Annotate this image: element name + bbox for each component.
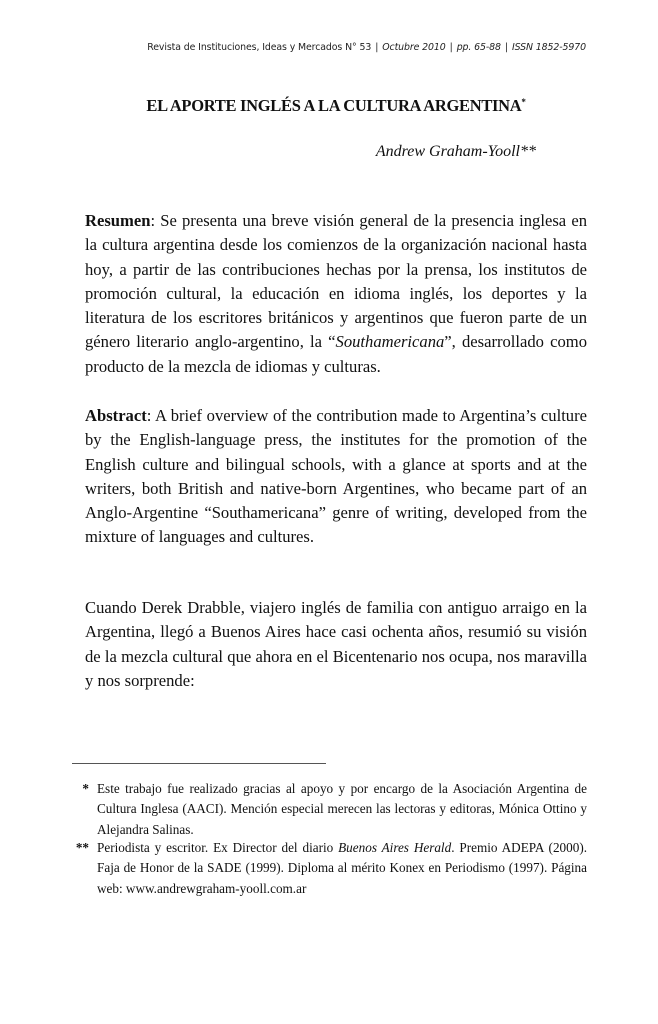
resumen-label: Resumen (85, 211, 151, 230)
page-range: pp. 65-88 (456, 42, 501, 53)
resumen-text-end: ”, desarrollado como producto de la mezcla de idiomas y culturas. (85, 332, 587, 376)
article-title (86, 96, 586, 116)
author-line (86, 143, 536, 161)
journal-name: Revista de Instituciones, Ideas y Mercados N° 53 (147, 42, 372, 53)
newspaper-name: Buenos Aires Herald (338, 840, 452, 855)
resumen-emphasis: Southamericana (335, 332, 445, 352)
resumen-text: : Se presenta una breve visión general de la presencia inglesa en la cultura argentina desde los comienzos de la organización nacional hasta hoy, a partir de las contribuciones hechas por la prensa, los institutos de promoción cultural, la educación en idioma inglés, los deportes y la literatura de los escritores británicos y argentinos que fueron parte de un género literario anglo-argentino, la “ (85, 211, 587, 352)
issue-date: Octubre 2010 (382, 42, 446, 53)
author-footnote-marker: ** (520, 143, 536, 160)
title-footnote-marker: * (521, 97, 526, 107)
issn: ISSN 1852-5970 (511, 42, 586, 53)
separator: | (375, 42, 379, 53)
running-head (86, 42, 586, 53)
footnote-marker: * (82, 781, 89, 796)
footnote-divider (72, 763, 326, 764)
body-paragraph (85, 596, 587, 693)
footnote-text-end: . Premio ADEPA (2000). Faja de Honor de la SADE (1999). Diploma al mérito Konex en Periodismo (1997). Página web: www.andrewgraham-yooll.com.ar (97, 840, 588, 896)
footnote-2 (75, 838, 588, 899)
article-title-text: EL APORTE INGLÉS A LA CULTURA ARGENTINA (146, 96, 522, 115)
footnote-1 (82, 779, 587, 840)
author-name: Andrew Graham-Yooll (375, 143, 520, 160)
body-paragraph-text: Cuando Derek Drabble, viajero inglés de familia con antiguo arraigo en la Argentina, llegó a Buenos Aires hace casi ochenta años, resumió su visión de la mezcla cultural que ahora en el Bicentenario nos ocupa, nos maravilla y nos sorprende: (85, 598, 587, 690)
abstract-paragraph (85, 404, 587, 550)
separator: | (504, 42, 508, 53)
footnote-marker: ** (75, 840, 89, 855)
abstract-label: Abstract (85, 406, 147, 425)
resumen-paragraph (85, 209, 587, 379)
abstract-text: : A brief overview of the contribution made to Argentina’s culture by the English-language press, the institutes for the promotion of the English culture and bilingual schools, with a glance at sports and at the writers, both British and native-born Argentines, who became part of an Anglo-Argentine “Southamericana” genre of writing, developed from the mixture of languages and cultures. (85, 406, 587, 547)
footnote-text: Periodista y escritor. Ex Director del diario (97, 840, 339, 855)
separator: | (449, 42, 453, 53)
footnote-text: Este trabajo fue realizado gracias al apoyo y por encargo de la Asociación Argentina de Cultura Inglesa (AACI). Mención especial merecen las lectoras y editoras, Mónica Ottino y Alejandra Salinas. (97, 781, 587, 837)
